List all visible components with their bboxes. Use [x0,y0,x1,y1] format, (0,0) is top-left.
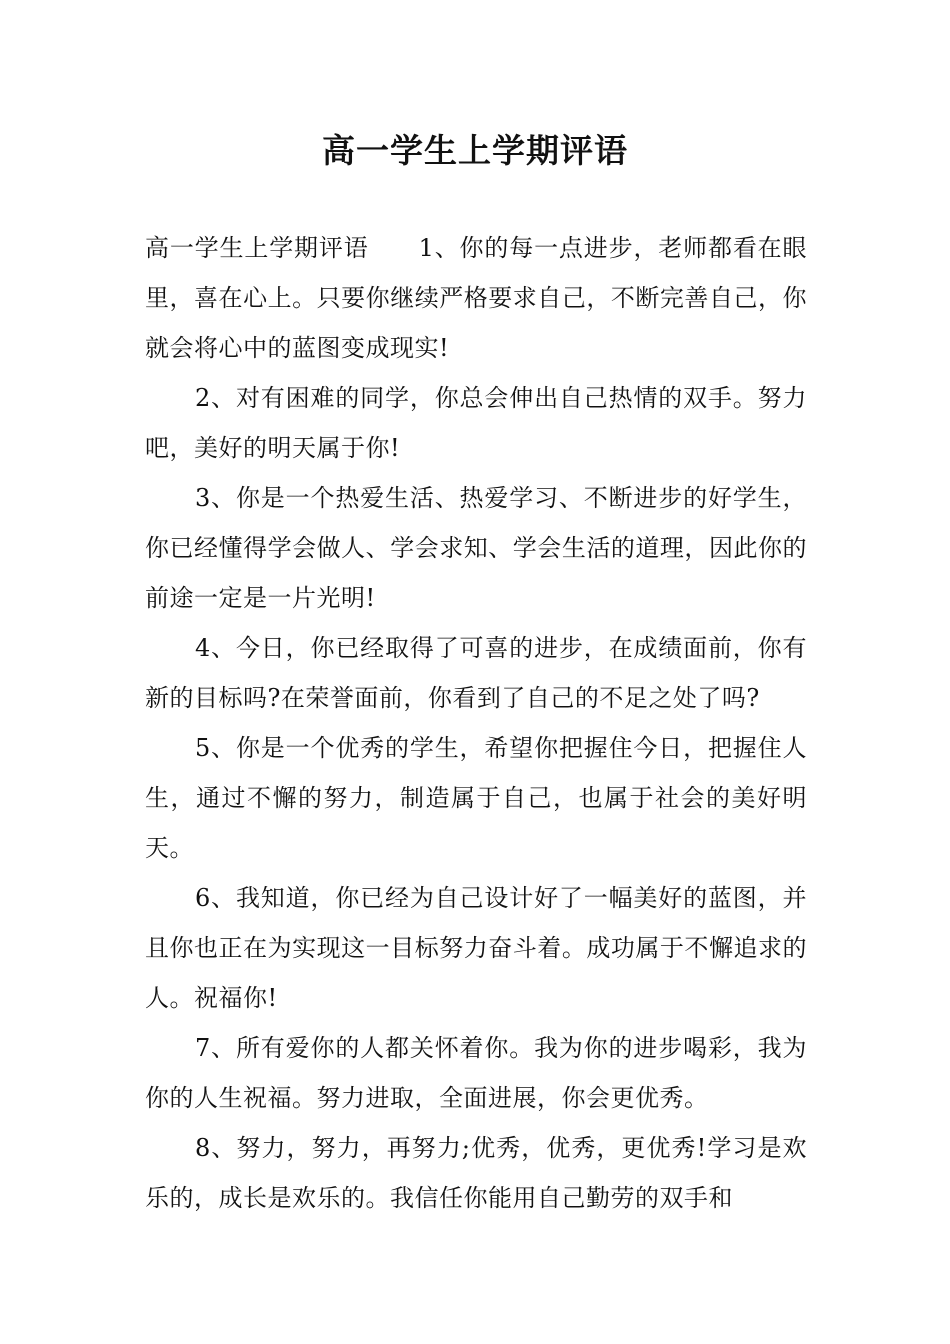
document-title: 高一学生上学期评语 [322,131,628,170]
paragraph-7: 7、所有爱你的人都关怀着你。我为你的进步喝彩，我为你的人生祝福。努力进取，全面进展，你会更优秀。 [145,1034,807,1112]
paragraph-5: 5、你是一个优秀的学生，希望你把握住今日，把握住人生，通过不懈的努力，制造属于自己，也属于社会的美好明天。 [145,734,807,862]
document-body [145,223,807,1223]
lead-label: 高一学生上学期评语 [145,234,369,262]
paragraph-4: 4、今日，你已经取得了可喜的进步，在成绩面前，你有新的目标吗?在荣誉面前，你看到了自己的不足之处了吗? [145,634,807,712]
paragraph-2: 2、对有困难的同学，你总会伸出自己热情的双手。努力吧，美好的明天属于你! [145,384,807,462]
paragraph-text: 1、你的每一点进步，老师都看在眼里，喜在心上。只要你继续严格要求自己，不断完善自己，你就会将心中的蓝图变成现实! [145,234,807,362]
paragraph-6: 6、我知道，你已经为自己设计好了一幅美好的蓝图，并且你也正在为实现这一目标努力奋斗着。成功属于不懈追求的人。祝福你! [145,884,807,1012]
paragraph-8: 8、努力，努力，再努力;优秀，优秀，更优秀!学习是欢乐的，成长是欢乐的。我信任你能用自己勤劳的双手和 [145,1134,807,1212]
paragraph-1 [145,223,807,373]
paragraph-3: 3、你是一个热爱生活、热爱学习、不断进步的好学生，你已经懂得学会做人、学会求知、学会生活的道理，因此你的前途一定是一片光明! [145,484,807,612]
